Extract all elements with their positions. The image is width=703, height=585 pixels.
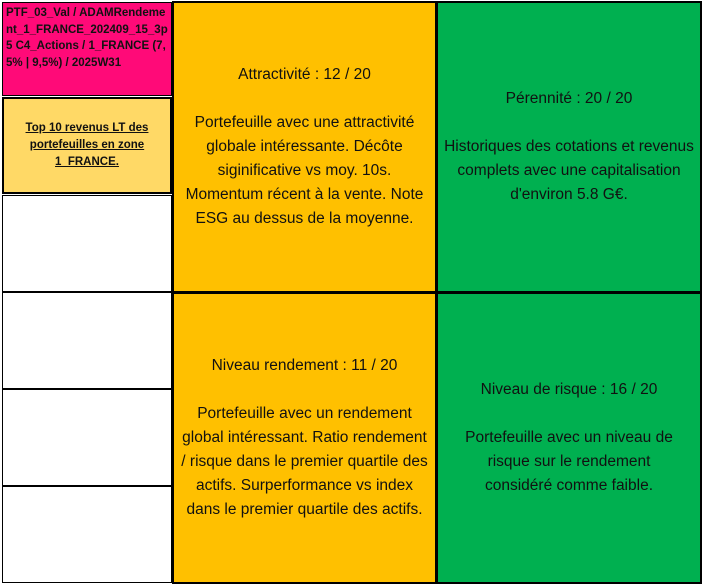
rendement-body: Portefeuille avec un rendement global intéressant. Ratio rendement / risque dans le premier quartile des actifs. Surperformance vs index dans le premier quartile des actifs. xyxy=(181,405,428,518)
perennite-body: Historiques des cotations et revenus complets avec une capitalisation d'environ 5.8 G€. xyxy=(444,138,694,203)
portfolio-label: PTF_03_Val / ADAMRendement_1_FRANCE_202409_15_3p5 C4_Actions / 1_FRANCE (7,5% | 9,5%) / 2025W31 xyxy=(2,2,172,96)
blank-cell-3 xyxy=(2,389,172,486)
perennite-title: Pérennité : 20 / 20 xyxy=(505,90,633,107)
blank-cell-4 xyxy=(2,486,172,583)
risque-panel xyxy=(436,292,702,584)
attractivite-title: Attractivité : 12 / 20 xyxy=(238,66,371,83)
attractivite-body: Portefeuille avec une attractivité globale intéressante. Décôte siginificative vs moy. 10s. Momentum récent à la vente. Note ESG au dessus de la moyenne. xyxy=(185,114,424,227)
top10-revenus-text: Top 10 revenus LT des portefeuilles en zone 1_FRANCE. xyxy=(25,122,149,168)
blank-cell-2 xyxy=(2,292,172,389)
rendement-title: Niveau rendement : 11 / 20 xyxy=(211,357,398,374)
blank-cell-1 xyxy=(2,195,172,292)
top10-revenus-link[interactable] xyxy=(2,97,172,194)
rendement-panel xyxy=(172,292,437,584)
attractivite-panel xyxy=(172,1,437,293)
perennite-panel xyxy=(436,1,702,293)
risque-title: Niveau de risque : 16 / 20 xyxy=(480,381,658,398)
risque-body: Portefeuille avec un niveau de risque sur le rendement considéré comme faible. xyxy=(465,429,673,494)
